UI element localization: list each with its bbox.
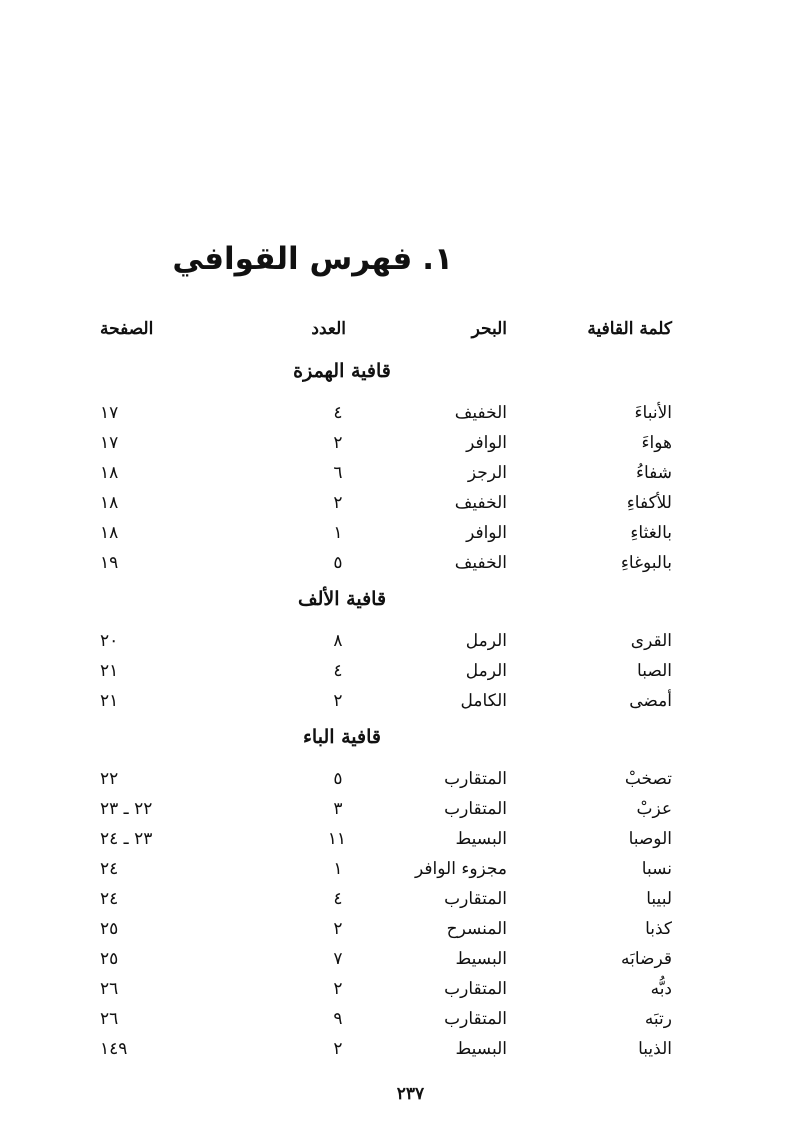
page-ref: ١٤٩ — [100, 1039, 128, 1059]
rhyme-index-table — [0, 314, 791, 1064]
table-row — [0, 854, 791, 884]
table-header — [0, 314, 791, 344]
rhyme-word: للأكفاءِ — [626, 493, 672, 513]
rhyme-word: نسبا — [641, 859, 672, 879]
table-row — [0, 884, 791, 914]
rhyme-word: القرى — [630, 631, 672, 651]
meter-name: الوافر — [466, 433, 507, 453]
table-row — [0, 686, 791, 716]
verse-count: ٢ — [333, 919, 343, 939]
table-row — [0, 626, 791, 656]
page-ref: ٢٥ — [100, 919, 119, 939]
rhyme-word: كذبا — [645, 919, 672, 939]
verse-count: ٢ — [333, 691, 343, 711]
table-row — [0, 428, 791, 458]
page-title — [0, 235, 791, 283]
page-ref: ٢٤ — [100, 859, 119, 879]
rhyme-word: بالبوغاءِ — [620, 553, 672, 573]
page-ref: ٢١ — [100, 691, 119, 711]
rhyme-word: دبُّه — [650, 979, 672, 999]
rhyme-word: رتبَه — [644, 1009, 672, 1029]
page-ref: ٢٦ — [100, 1009, 119, 1029]
column-header-word: كلمة القافية — [587, 319, 672, 339]
verse-count: ٢ — [333, 979, 343, 999]
table-row — [0, 1034, 791, 1064]
title-number: ١. — [422, 240, 453, 277]
table-row — [0, 458, 791, 488]
meter-name: الخفيف — [454, 493, 507, 513]
page-ref: ١٧ — [100, 433, 119, 453]
section-title-text: قافية الألف — [297, 588, 387, 610]
table-row — [0, 974, 791, 1004]
title-text: فهرس القوافي — [172, 240, 413, 277]
table-row — [0, 764, 791, 794]
meter-name: المتقارب — [444, 799, 507, 819]
column-header-page: الصفحة — [100, 319, 154, 339]
verse-count: ٤ — [333, 889, 343, 909]
rhyme-word: الوصبا — [628, 829, 672, 849]
meter-name: الوافر — [466, 523, 507, 543]
meter-name: المتقارب — [444, 1009, 507, 1029]
meter-name: البسيط — [455, 949, 507, 969]
page-ref: ١٨ — [100, 493, 119, 513]
rhyme-word: شفاءُ — [635, 463, 672, 483]
verse-count: ١١ — [327, 829, 346, 849]
verse-count: ٢ — [333, 433, 343, 453]
page-ref: ٢٢ ـ ٢٣ — [100, 799, 153, 819]
verse-count: ٢ — [333, 493, 343, 513]
meter-name: البسيط — [455, 1039, 507, 1059]
table-row — [0, 1004, 791, 1034]
table-row — [0, 398, 791, 428]
meter-name: المتقارب — [444, 769, 507, 789]
page-ref: ٢٦ — [100, 979, 119, 999]
meter-name: المنسرح — [446, 919, 507, 939]
table-row — [0, 824, 791, 854]
table-row — [0, 944, 791, 974]
rhyme-word: الصبا — [637, 661, 672, 681]
page-ref: ٢٤ — [100, 889, 119, 909]
table-body — [0, 354, 791, 1064]
meter-name: مجزوء الوافر — [415, 859, 507, 879]
page-ref: ١٧ — [100, 403, 119, 423]
verse-count: ٧ — [333, 949, 343, 969]
page-ref: ٢٣ ـ ٢٤ — [100, 829, 153, 849]
verse-count: ٤ — [333, 403, 343, 423]
page-number: ٢٣٧ — [396, 1084, 425, 1104]
table-row — [0, 488, 791, 518]
verse-count: ٥ — [333, 769, 343, 789]
meter-name: الرمل — [465, 661, 507, 681]
table-row — [0, 794, 791, 824]
verse-count: ٨ — [333, 631, 343, 651]
meter-name: الرجز — [467, 463, 507, 483]
page-ref: ١٨ — [100, 523, 119, 543]
verse-count: ١ — [333, 859, 343, 879]
page-ref: ١٨ — [100, 463, 119, 483]
rhyme-word: أمضى — [629, 691, 672, 711]
verse-count: ٦ — [333, 463, 343, 483]
page-ref: ٢٥ — [100, 949, 119, 969]
rhyme-word: عزبْ — [636, 799, 672, 819]
meter-name: المتقارب — [444, 979, 507, 999]
section-title-text: قافية الهمزة — [293, 360, 391, 382]
meter-name: الخفيف — [454, 403, 507, 423]
section-title — [0, 354, 791, 388]
verse-count: ٤ — [333, 661, 343, 681]
table-row — [0, 914, 791, 944]
rhyme-word: قرضابَه — [621, 949, 672, 969]
meter-name: البسيط — [455, 829, 507, 849]
page-ref: ٢٢ — [100, 769, 119, 789]
rhyme-word: لبيبا — [646, 889, 672, 909]
page-ref: ١٩ — [100, 553, 119, 573]
column-header-count: العدد — [311, 319, 346, 339]
verse-count: ٥ — [333, 553, 343, 573]
table-row — [0, 518, 791, 548]
column-header-meter: البحر — [471, 319, 507, 339]
section-title — [0, 582, 791, 616]
section-title-text: قافية الباء — [302, 726, 381, 748]
verse-count: ٢ — [333, 1039, 343, 1059]
verse-count: ١ — [333, 523, 343, 543]
meter-name: الرمل — [465, 631, 507, 651]
meter-name: الخفيف — [454, 553, 507, 573]
verse-count: ٣ — [333, 799, 343, 819]
rhyme-word: بالغثاءِ — [630, 523, 672, 543]
table-row — [0, 656, 791, 686]
rhyme-word: الذيبا — [638, 1039, 672, 1059]
page-ref: ٢٠ — [100, 631, 119, 651]
meter-name: المتقارب — [444, 889, 507, 909]
rhyme-word: هواءَ — [641, 433, 672, 453]
rhyme-word: الأنباءَ — [634, 403, 672, 423]
table-row — [0, 548, 791, 578]
verse-count: ٩ — [333, 1009, 343, 1029]
rhyme-word: تصخبْ — [624, 769, 672, 789]
section-title — [0, 720, 791, 754]
page-ref: ٢١ — [100, 661, 119, 681]
meter-name: الكامل — [460, 691, 507, 711]
